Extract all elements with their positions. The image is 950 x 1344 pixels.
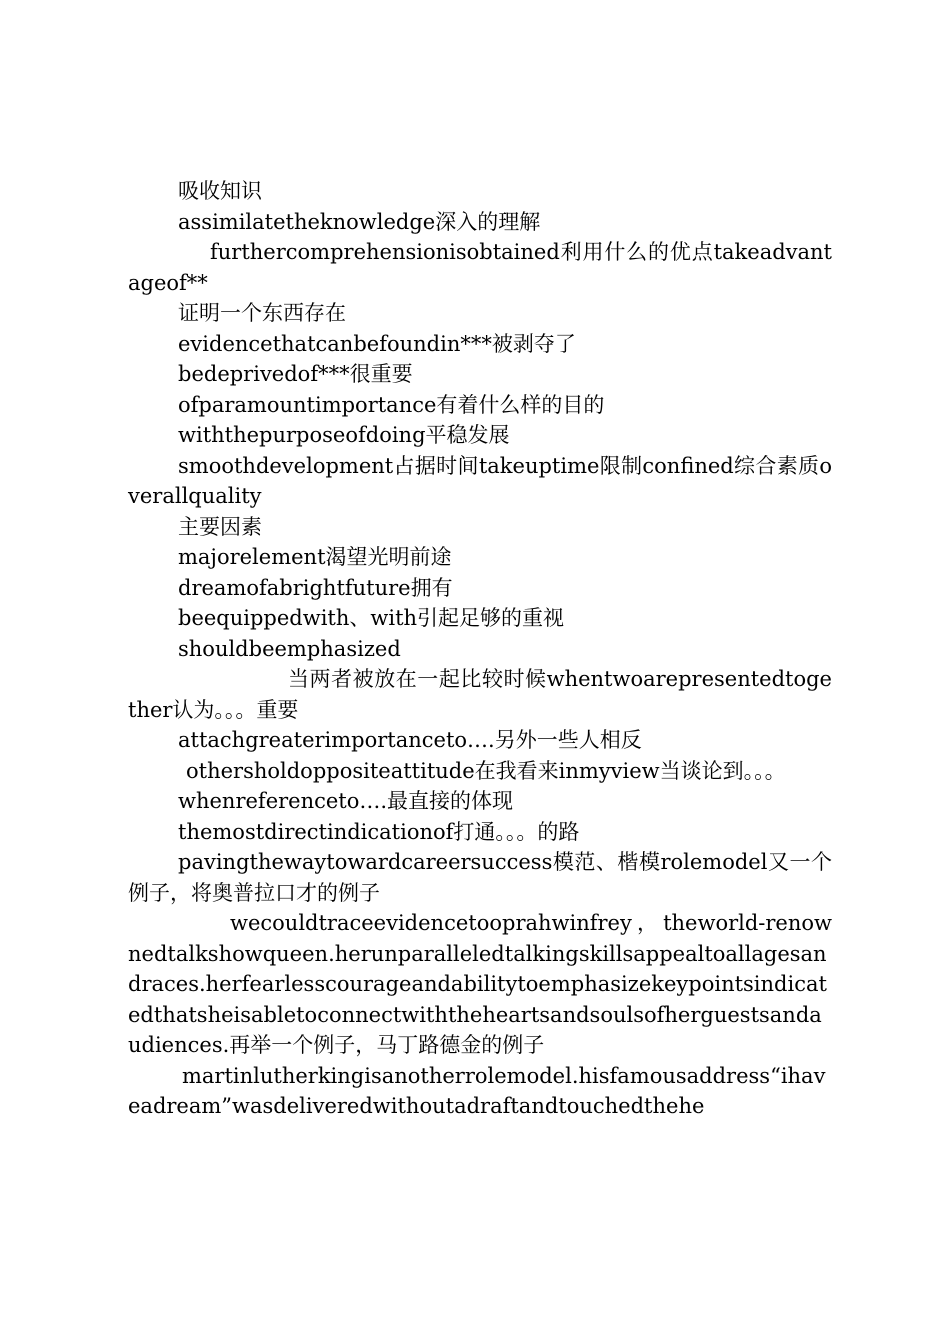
paragraph-6: bedeprivedof***很重要 [178,362,413,386]
paragraph-11: majorelement渴望光明前途 [178,545,452,569]
paragraph-15: 当两者被放在一起比较时候whentwoarepresentedtogether认为。。。重要 [128,667,832,722]
paragraph-14: shouldbeemphasized [178,636,401,661]
paragraph-1: 吸收知识 [178,179,262,203]
paragraph-4: 证明一个东西存在 [178,301,346,325]
paragraph-7: ofparamountimportance有着什么样的目的 [178,392,605,417]
paragraph-9: smoothdevelopment占据时间takeuptime限制confined综合素质overallquality [128,453,832,508]
paragraph-8: withthepurposeofdoing平稳发展 [178,423,510,447]
paragraph-10: 主要因素 [178,514,262,539]
document-body [128,176,832,1122]
paragraph-13: beequippedwith、with引起足够的重视 [178,606,565,630]
paragraph-22: martinlutherkingisanotherrolemodel.hisfamousaddress“ihaveadream”wasdeliveredwithoutadraftandtouchedthehe [128,1063,826,1118]
paragraph-12: dreamofabrightfuture拥有 [178,575,453,600]
paragraph-18: whenreferenceto….最直接的体现 [178,789,514,813]
paragraph-20: pavingthewaytowardcareersuccess模范、楷模rolemodel又一个例子，将奥普拉口才的例子 [128,850,832,905]
paragraph-21: wecouldtraceevidencetooprahwinfrey，theworld-renownedtalkshowqueen.herunparalleledtalkingskillsappealtoallagesandraces.herfearlesscourageandabilitytoemphasizekeypointsindicatedthatsheisabletoconnectwiththeheartsandsoulsofherguestsandaudiences.再举一个例子，马丁路德金的例子 [128,911,832,1057]
paragraph-2: assimilatetheknowledge深入的理解 [178,209,541,234]
paragraph-3: furthercomprehensionisobtained利用什么的优点takeadvantageof** [128,240,832,295]
paragraph-17: othersholdoppositeattitude在我看来inmyview当谈论到。。。 [186,758,786,783]
paragraph-16: attachgreaterimportanceto….另外一些人相反 [178,728,642,752]
paragraph-19: themostdirectindicationof打通。。。的路 [178,819,580,844]
paragraph-5: evidencethatcanbefoundin***被剥夺了 [178,331,576,356]
